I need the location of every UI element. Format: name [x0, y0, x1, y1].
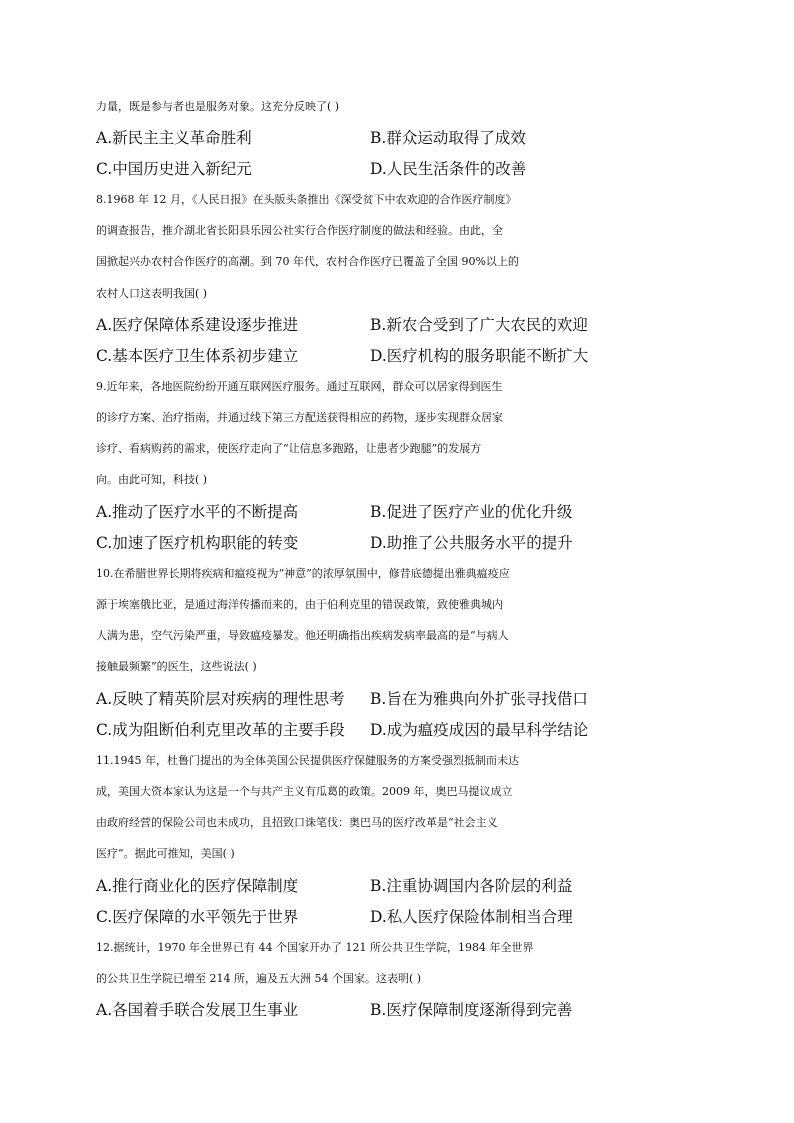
q11-stem-line: 由政府经营的保险公司也未成功，且招致口诛笔伐：奥巴马的医疗改革是“社会主义: [96, 816, 498, 829]
q12-option-b[interactable]: B.医疗保障制度逐渐得到完善: [370, 1001, 573, 1019]
q8-option-d[interactable]: D.医疗机构的服务职能不断扩大: [370, 347, 589, 365]
q7-option-a[interactable]: A.新民主主义革命胜利: [96, 129, 252, 147]
q9-option-a[interactable]: A.推动了医疗水平的不断提高: [96, 503, 299, 521]
q8-stem-line: 的调查报告，推介湖北省长阳县乐园公社实行合作医疗制度的做法和经验。由此，全: [96, 224, 503, 237]
q11-stem-line: 成，美国大资本家认为这是一个与共产主义有瓜葛的政策。2009 年，奥巴马提议成立: [96, 785, 513, 798]
q12-option-a[interactable]: A.各国着手联合发展卫生事业: [96, 1001, 299, 1019]
q9-stem-line: 的诊疗方案、治疗指南，并通过线下第三方配送获得相应的药物，逐步实现群众居家: [96, 411, 503, 424]
q8-option-a[interactable]: A.医疗保障体系建设逐步推进: [96, 316, 299, 334]
q10-stem-line: 人满为患，空气污染严重，导致瘟疫暴发。他还明确指出疾病发病率最高的是“与病人: [96, 629, 509, 642]
q9-stem-line: 向。由此可知，科技( ): [96, 473, 208, 486]
q12-stem-line: 12.据统计，1970 年全世界已有 44 个国家开办了 121 所公共卫生学院，1984 年全世界: [96, 941, 534, 954]
q7-stem-end: 力量，既是参与者也是服务对象。这充分反映了( ): [96, 100, 340, 113]
q8-option-b[interactable]: B.新农合受到了广大农民的欢迎: [370, 316, 588, 334]
q10-option-c[interactable]: C.成为阻断伯利克里改革的主要手段: [96, 721, 345, 739]
q12-stem-line: 的公共卫生学院已增至 214 所，遍及五大洲 54 个国家。这表明( ): [96, 972, 422, 985]
q8-option-c[interactable]: C.基本医疗卫生体系初步建立: [96, 347, 299, 365]
q11-option-c[interactable]: C.医疗保障的水平领先于世界: [96, 908, 299, 926]
q11-stem-line: 医疗”。据此可推知，美国( ): [96, 847, 235, 860]
q9-option-b[interactable]: B.促进了医疗产业的优化升级: [370, 503, 573, 521]
q10-option-d[interactable]: D.成为瘟疫成因的最早科学结论: [370, 721, 589, 739]
q10-stem-line: 10.在希腊世界长期将疾病和瘟疫视为“神意”的浓厚氛围中，修昔底德提出雅典瘟疫应: [96, 567, 510, 580]
q10-option-a[interactable]: A.反映了精英阶层对疾病的理性思考: [96, 690, 345, 708]
q11-option-d[interactable]: D.私人医疗保险体制相当合理: [370, 908, 573, 926]
q7-option-d[interactable]: D.人民生活条件的改善: [370, 160, 527, 178]
q11-option-b[interactable]: B.注重协调国内各阶层的利益: [370, 877, 573, 895]
q11-option-a[interactable]: A.推行商业化的医疗保障制度: [96, 877, 299, 895]
q9-option-d[interactable]: D.助推了公共服务水平的提升: [370, 534, 573, 552]
q9-stem-line: 9.近年来，各地医院纷纷开通互联网医疗服务。通过互联网，群众可以居家得到医生: [96, 380, 503, 393]
q7-option-c[interactable]: C.中国历史进入新纪元: [96, 160, 252, 178]
q8-stem-line: 国掀起兴办农村合作医疗的高潮。到 70 年代，农村合作医疗已覆盖了全国 90%以上的: [96, 255, 519, 268]
q10-stem-line: 接触最频繁”的医生，这些说法( ): [96, 660, 257, 673]
q10-option-b[interactable]: B.旨在为雅典向外扩张寻找借口: [370, 690, 588, 708]
q7-option-b[interactable]: B.群众运动取得了成效: [370, 129, 526, 147]
q8-stem-line: 农村人口这表明我国( ): [96, 287, 208, 300]
q8-stem-line: 8.1968 年 12 月，《人民日报》在头版头条推出《深受贫下中农欢迎的合作医疗制度》: [96, 193, 517, 206]
q9-option-c[interactable]: C.加速了医疗机构职能的转变: [96, 534, 299, 552]
q11-stem-line: 11.1945 年，杜鲁门提出的为全体美国公民提供医疗保健服务的方案受强烈抵制而未达: [96, 754, 519, 767]
q10-stem-line: 源于埃塞俄比亚，是通过海洋传播而来的，由于伯利克里的错误政策，致使雅典城内: [96, 598, 503, 611]
q9-stem-line: 诊疗、看病购药的需求，使医疗走向了“让信息多跑路，让患者少跑腿”的发展方: [96, 442, 482, 455]
